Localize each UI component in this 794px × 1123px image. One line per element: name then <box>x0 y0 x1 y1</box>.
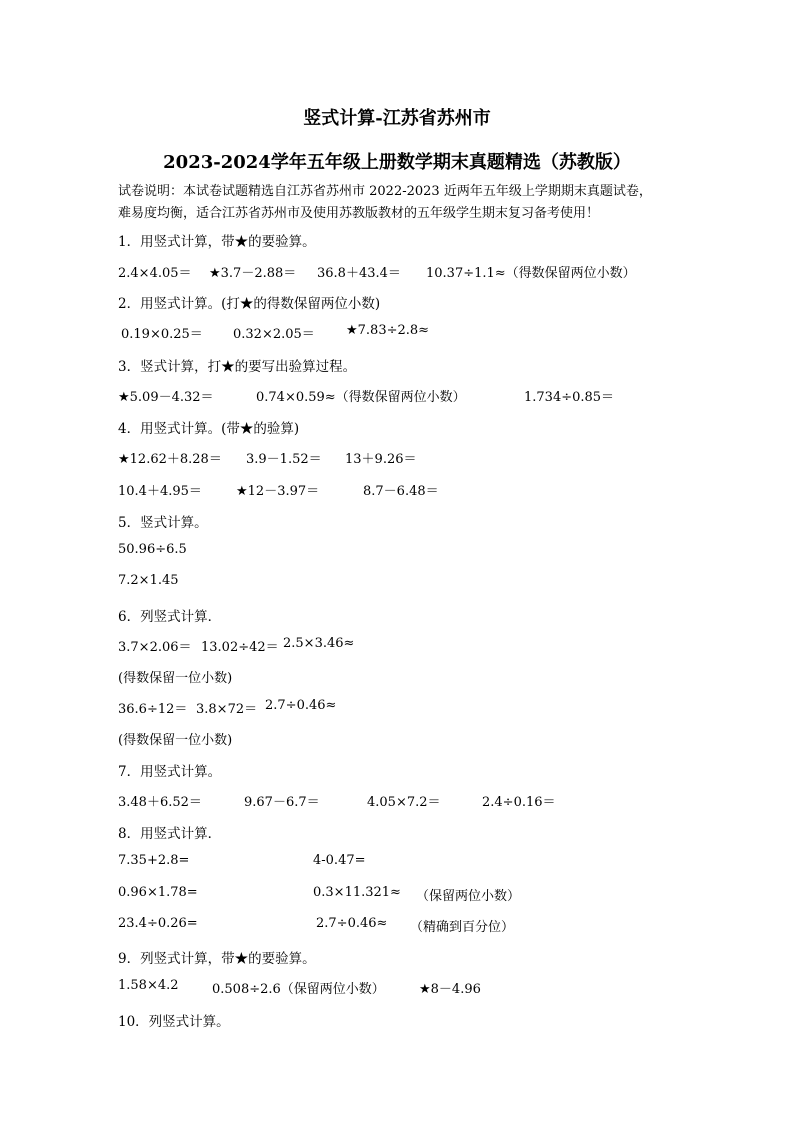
q3-heading: 3．竖式计算，打★的要写出验算过程。 <box>118 359 357 375</box>
q1-item: 10.37÷1.1≈（得数保留两位小数） <box>426 266 636 281</box>
q5-heading: 5．竖式计算。 <box>118 515 208 531</box>
q4-row-1 <box>118 448 718 466</box>
q8-item: 0.96×1.78= <box>118 885 198 900</box>
q1-item: 36.8＋43.4＝ <box>317 266 401 281</box>
q6-item: 2.7÷0.46≈ <box>265 698 337 713</box>
q7-heading: 7．用竖式计算。 <box>118 764 222 780</box>
q8-note: （保留两位小数） <box>416 889 521 904</box>
q5-item: 7.2×1.45 <box>118 573 179 588</box>
q4-item: 10.4＋4.95＝ <box>118 484 202 499</box>
q2-items <box>118 323 718 341</box>
q8-row-1 <box>118 853 718 871</box>
q7-item: 9.67－6.7＝ <box>244 795 320 810</box>
q8-item: 23.4÷0.26= <box>118 916 198 931</box>
q2-heading: 2．用竖式计算。(打★的得数保留两位小数) <box>118 296 381 312</box>
q1-item: 2.4×4.05＝ <box>118 266 192 281</box>
q8-row-3 <box>118 916 718 934</box>
q8-item: 4-0.47= <box>313 853 366 868</box>
q8-row-2 <box>118 885 718 903</box>
q4-item: ★12.62＋8.28＝ <box>118 452 222 467</box>
q4-heading: 4．用竖式计算。(带★的验算) <box>118 421 300 437</box>
q9-item: 0.508÷2.6（保留两位小数） <box>212 982 385 997</box>
q9-item: ★8－4.96 <box>419 982 481 997</box>
intro-paragraph <box>118 181 678 225</box>
q8-note: （精确到百分位） <box>410 920 515 935</box>
q7-item: 4.05×7.2＝ <box>367 795 441 810</box>
q9-items <box>118 978 718 996</box>
q4-row-2 <box>118 480 718 498</box>
q3-item: 0.74×0.59≈（得数保留两位小数） <box>256 390 466 405</box>
q9-heading: 9．列竖式计算，带★的要验算。 <box>118 951 316 967</box>
q4-item: 13＋9.26＝ <box>345 452 417 467</box>
q4-item: 3.9－1.52＝ <box>246 452 322 467</box>
q8-item: 2.7÷0.46≈ <box>316 916 388 931</box>
q4-item: ★12－3.97＝ <box>236 484 320 499</box>
q7-item: 3.48＋6.52＝ <box>118 795 202 810</box>
q5-item: 50.96÷6.5 <box>118 542 187 557</box>
q2-item: 0.19×0.25＝ <box>121 327 203 342</box>
intro-line-2: 难易度均衡，适合江苏省苏州市及使用苏教版教材的五年级学生期末复习备考使用！ <box>118 206 600 221</box>
q8-item: 7.35+2.8= <box>118 853 190 868</box>
q8-heading: 8．用竖式计算． <box>118 826 222 842</box>
q9-item: 1.58×4.2 <box>118 978 179 993</box>
q7-items <box>118 791 718 809</box>
q6-item: 3.7×2.06＝ <box>118 640 192 655</box>
q6-note-2: (得数保留一位小数) <box>118 733 233 748</box>
intro-line-1: 试卷说明：本试卷试题精选自江苏省苏州市 2022-2023 近两年五年级上学期期末真题试卷， <box>118 184 652 199</box>
q2-item: ★7.83÷2.8≈ <box>346 323 430 338</box>
q3-items <box>118 386 718 404</box>
title-line-1: 竖式计算-江苏省苏州市 <box>303 108 491 129</box>
q7-item: 2.4÷0.16＝ <box>482 795 556 810</box>
q3-item: 1.734÷0.85＝ <box>524 390 615 405</box>
q1-items <box>118 262 718 280</box>
title-line-2: 2023-2024学年五年级上册数学期末真题精选（苏教版） <box>163 152 631 173</box>
q1-item: ★3.7－2.88＝ <box>209 266 297 281</box>
q10-heading: 10．列竖式计算。 <box>118 1014 230 1030</box>
q6-row-2 <box>118 698 718 716</box>
q1-heading: 1．用竖式计算，带★的要验算。 <box>118 234 316 250</box>
q6-item: 2.5×3.46≈ <box>283 636 355 651</box>
q4-item: 8.7－6.48＝ <box>363 484 439 499</box>
q3-item: ★5.09－4.32＝ <box>118 390 214 405</box>
q2-item: 0.32×2.05＝ <box>233 327 315 342</box>
q8-item: 0.3×11.321≈ <box>313 885 401 900</box>
q6-item: 13.02÷42＝ <box>201 640 279 655</box>
q6-item: 3.8×72＝ <box>196 702 258 717</box>
q6-item: 36.6÷12＝ <box>118 702 188 717</box>
q6-row-1 <box>118 636 718 654</box>
q6-heading: 6．列竖式计算． <box>118 609 222 625</box>
q6-note-1: (得数保留一位小数) <box>118 671 233 686</box>
